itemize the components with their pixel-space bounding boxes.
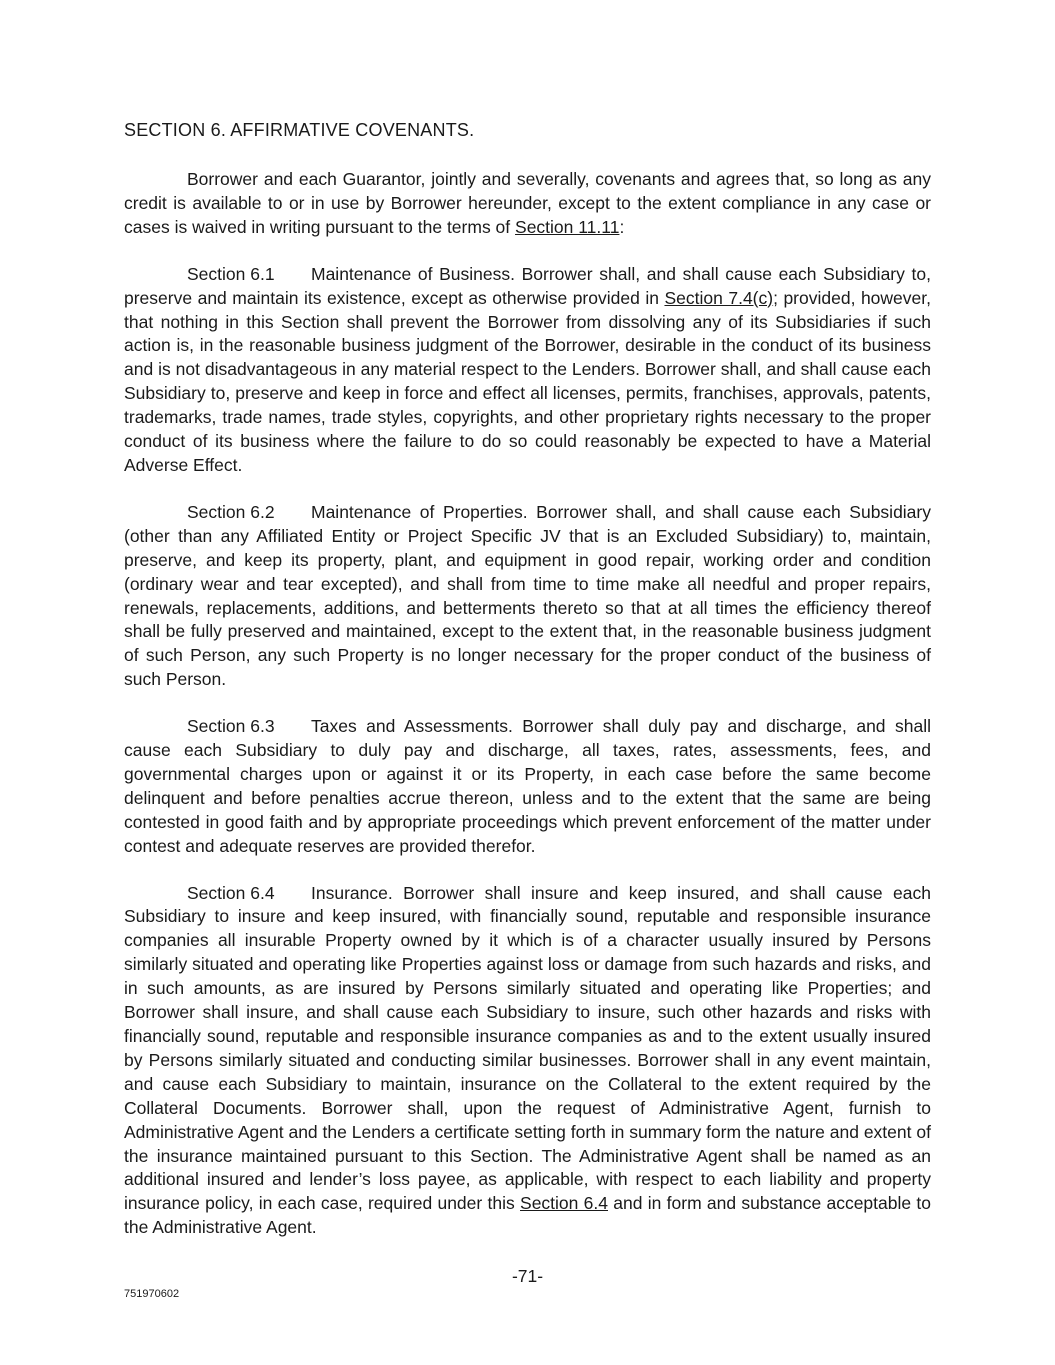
page-number: -71- <box>511 1266 544 1286</box>
section-6-2-text: Borrower shall, and shall cause each Subsidiary (other than any Affiliated Entity or Project Specific JV that is an Excluded Subsidiary) to, maintain, preserve, and keep its property, plant, and equipment in good repair, working order and condition (ordinary wear and tear excepted), and shall from time to time make all needful and proper repairs, renewals, replacements, additions, and betterments thereto so that at all times the efficiency thereof shall be fully preserved and maintained, except to the extent that, in the reasonable business judgment of such Person, any such Property is no longer necessary for the proper conduct of the business of such Person. <box>124 501 931 690</box>
section-6-2-title: Maintenance of Properties. <box>311 501 528 522</box>
section-heading: SECTION 6. AFFIRMATIVE COVENANTS. <box>124 120 475 140</box>
section-6-4-text-end: and in form and substance acceptable to the Administrative Agent. <box>124 1193 931 1238</box>
section-11-11-reference: Section 11.11 <box>515 216 620 237</box>
section-6-1-paragraph <box>124 263 931 478</box>
intro-paragraph <box>124 168 931 240</box>
section-6-3-paragraph <box>124 715 931 858</box>
section-6-2-paragraph <box>124 501 931 692</box>
document-body <box>124 118 931 1263</box>
section-6-4-title: Insurance. <box>311 882 393 903</box>
section-7-4c-reference: Section 7.4(c) <box>664 287 774 308</box>
section-6-1-number: Section 6.1 <box>187 263 275 284</box>
section-6-1-text: Borrower shall, and shall cause each Subsidiary to, preserve and maintain its existence, except as otherwise provided in <box>124 263 931 308</box>
intro-text-end: : <box>619 216 625 237</box>
section-6-1-text-end: ; provided, however, that nothing in this Section shall prevent the Borrower from dissolving any of its Subsidiaries if such action is, in the reasonable business judgment of the Borrower, desirable in the conduct of its business and is not disadvantageous in any material respect to the Lenders. Borrower shall, and shall cause each Subsidiary to, preserve and keep in force and effect all licenses, permits, franchises, approvals, patents, trademarks, trade names, trade styles, copyrights, and other proprietary rights necessary to the proper conduct of its business where the failure to do so could reasonably be expected to have a Material Adverse Effect. <box>124 287 931 475</box>
section-6-4-number: Section 6.4 <box>187 882 275 903</box>
section-6-3-number: Section 6.3 <box>187 716 275 737</box>
section-6-4-reference: Section 6.4 <box>520 1193 608 1214</box>
section-6-3-title: Taxes and Assessments. <box>311 716 513 737</box>
intro-text: Borrower and each Guarantor, jointly and severally, covenants and agrees that, so long as any credit is available to or in use by Borrower hereunder, except to the extent compliance in any case or cases is waived in writing pursuant to the terms of <box>124 169 931 237</box>
document-id: 751970602 <box>124 1288 180 1300</box>
section-6-3-text: Borrower shall duly pay and discharge, and shall cause each Subsidiary to duly pay and discharge, all taxes, rates, assessments, fees, and governmental charges upon or against it or its Property, in each case before the same become delinquent and before penalties accrue thereon, unless and to the extent that the same are being contested in good faith and by appropriate proceedings which prevent enforcement of the matter under contest and adequate reserves are provided therefor. <box>124 716 931 856</box>
section-6-4-text: Borrower shall insure and keep insured, and shall cause each Subsidiary to insure and keep insured, with financially sound, reputable and responsible insurance companies all insurable Property owned by it which is of a character usually insured by Persons similarly situated and operating like Properties against loss or damage from such hazards and risks, and in such amounts, as are insured by Persons similarly situated and operating like Properties; and Borrower shall insure, and shall cause each Subsidiary to insure, such other hazards and risks with financially sound, reputable and responsible insurance companies as and to the extent usually insured by Persons similarly situated and conducting similar businesses. Borrower shall in any event maintain, and cause each Subsidiary to maintain, insurance on the Collateral to the extent required by the Collateral Documents. Borrower shall, upon the request of Administrative Agent, furnish to Administrative Agent and the Lenders a certificate setting forth in summary form the nature and extent of the insurance maintained pursuant to this Section. The Administrative Agent shall be named as an additional insured and lender’s loss payee, as applicable, with respect to each liability and property insurance policy, in each case, required under this <box>124 882 931 1214</box>
section-6-1-title: Maintenance of Business. <box>311 263 515 284</box>
section-6-2-number: Section 6.2 <box>187 501 275 522</box>
section-6-4-paragraph <box>124 882 931 1241</box>
